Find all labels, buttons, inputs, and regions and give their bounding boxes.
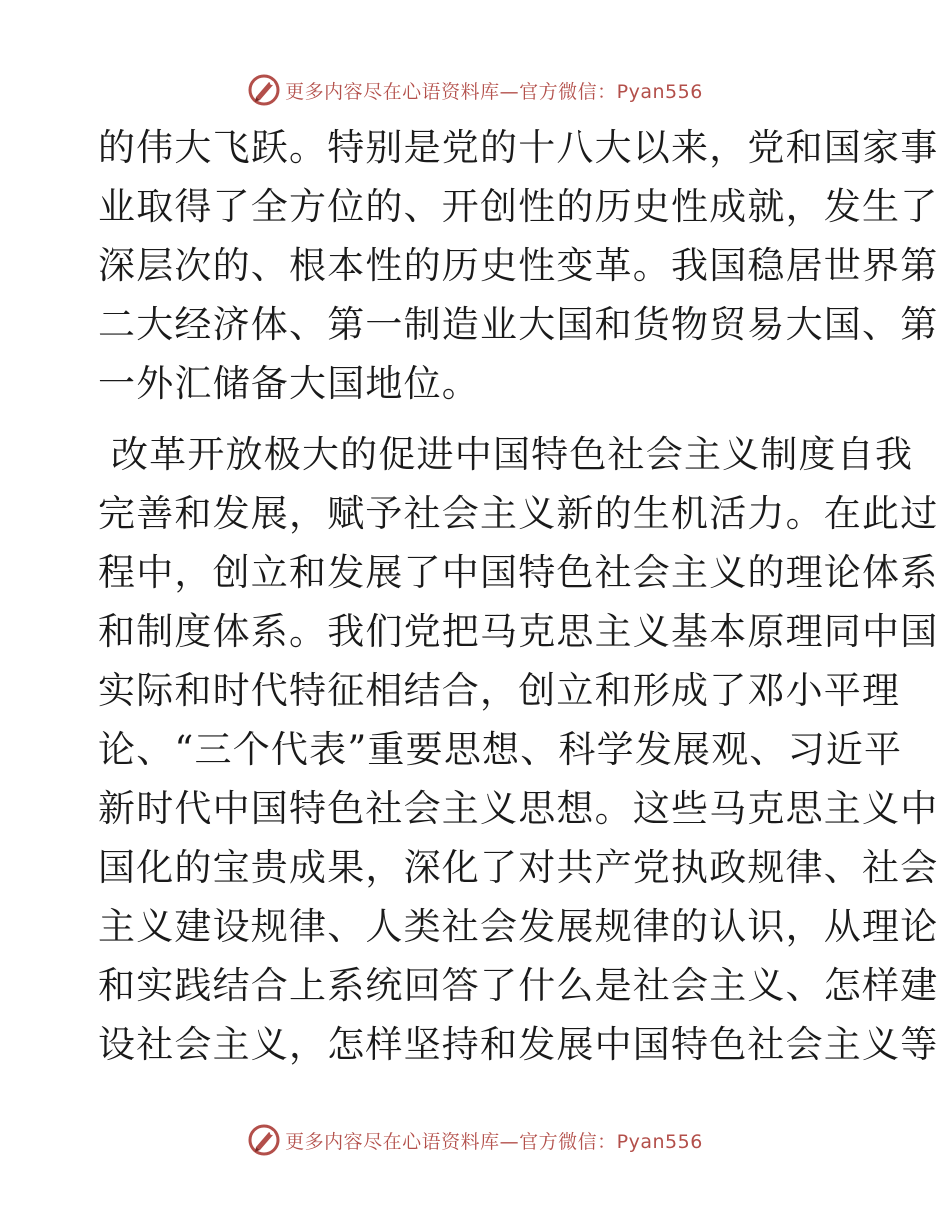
text-line: 程中，创立和发展了中国特色社会主义的理论体系 [98, 551, 939, 594]
document-body [98, 118, 939, 1074]
footer-banner-text: 更多内容尽在心语资料库—官方微信：Pyan556 [285, 1130, 703, 1153]
text-line: 的伟大飞跃。特别是党的十八大以来，党和国家事 [98, 126, 939, 169]
text-line: 深层次的、根本性的历史性变革。我国稳居世界第 [98, 244, 939, 287]
header-banner-text: 更多内容尽在心语资料库—官方微信：Pyan556 [285, 80, 703, 103]
text-line: 业取得了全方位的、开创性的历史性成就，发生了 [98, 185, 939, 228]
pen-in-circle-logo-icon [247, 73, 281, 107]
text-line: 设社会主义，怎样坚持和发展中国特色社会主义等 [98, 1023, 939, 1066]
footer-banner [0, 1120, 950, 1160]
text-line: 新时代中国特色社会主义思想。这些马克思主义中 [98, 787, 939, 830]
text-line: 国化的宝贵成果，深化了对共产党执政规律、社会 [98, 846, 939, 889]
text-line: 和实践结合上系统回答了什么是社会主义、怎样建 [98, 964, 939, 1007]
text-line: 论、“三个代表”重要思想、科学发展观、习近平 [98, 728, 903, 771]
paragraph-2 [98, 425, 939, 1074]
text-line: 实际和时代特征相结合，创立和形成了邓小平理 [98, 669, 901, 712]
text-line: 二大经济体、第一制造业大国和货物贸易大国、第 [98, 303, 939, 346]
text-line: 主义建设规律、人类社会发展规律的认识，从理论 [98, 905, 939, 948]
text-line: 和制度体系。我们党把马克思主义基本原理同中国 [98, 610, 939, 653]
header-banner [0, 70, 950, 110]
pen-in-circle-logo-icon [247, 1123, 281, 1157]
text-line: 完善和发展，赋予社会主义新的生机活力。在此过 [98, 492, 939, 535]
text-line: 一外汇储备大国地位。 [98, 362, 480, 405]
text-line: 改革开放极大的促进中国特色社会主义制度自我 [98, 433, 914, 476]
paragraph-1 [98, 118, 939, 413]
